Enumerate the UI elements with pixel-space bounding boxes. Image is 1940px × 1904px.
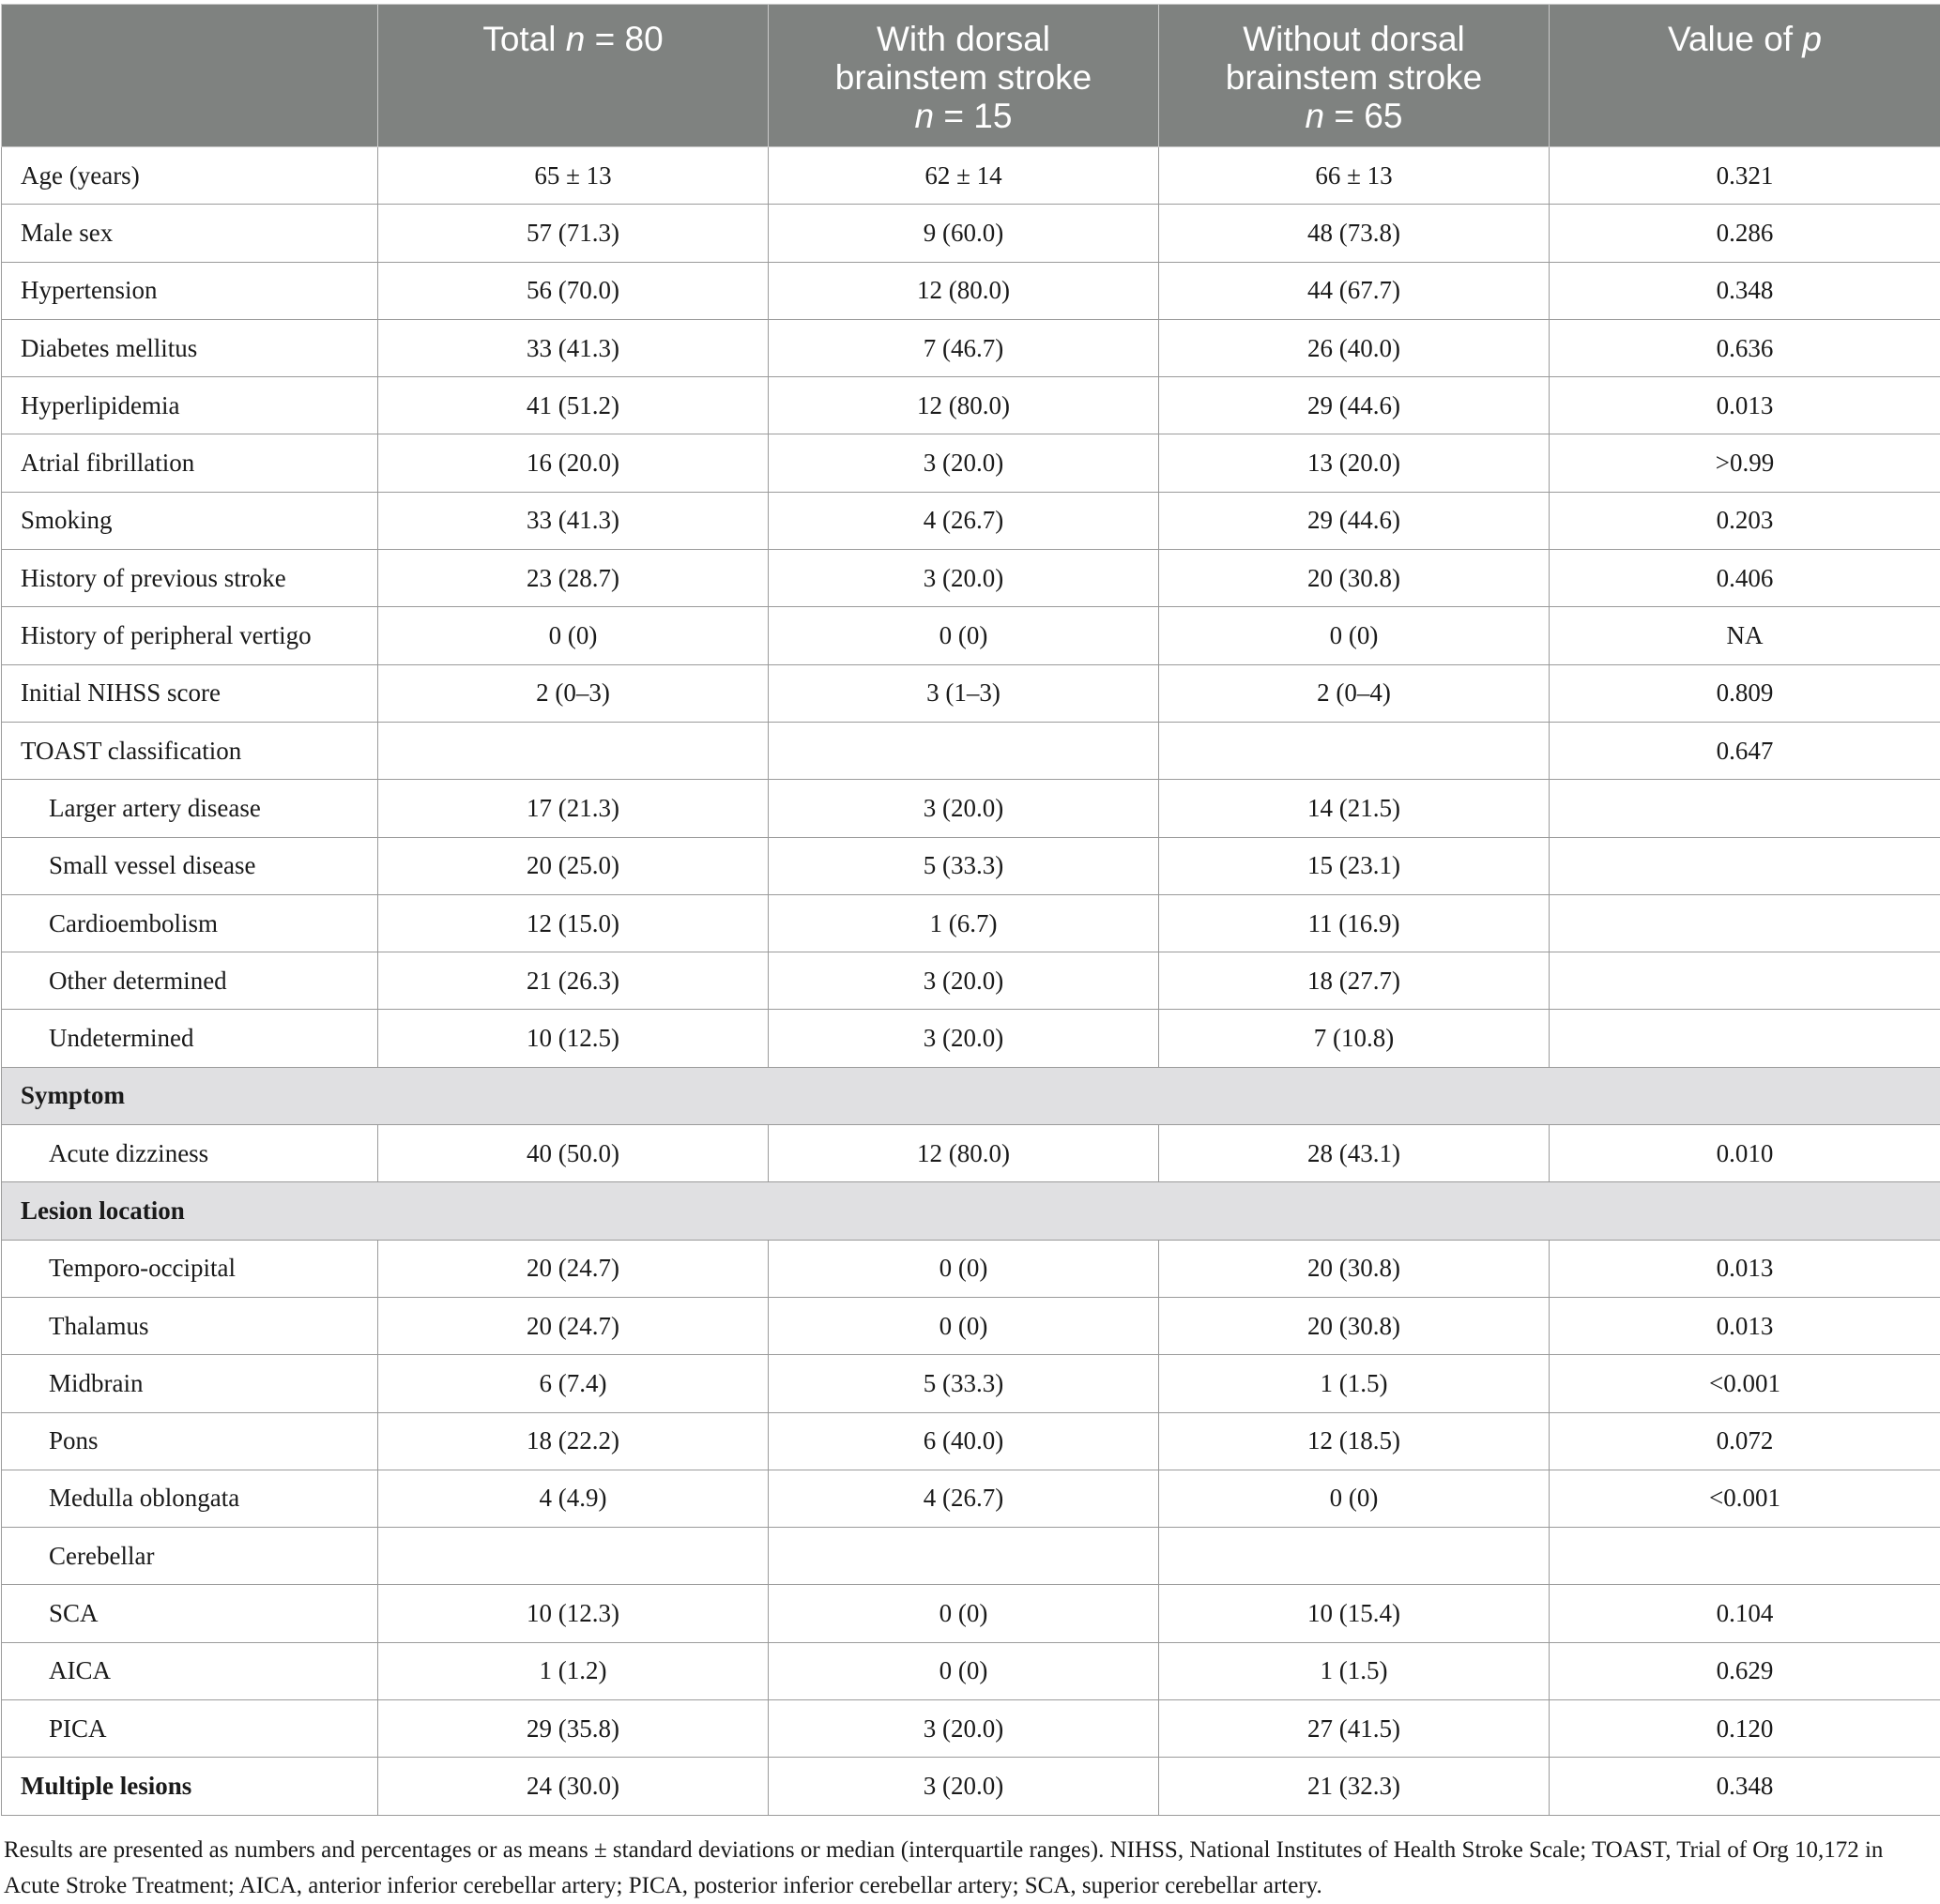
- cell-value: 26 (40.0): [1159, 319, 1550, 376]
- header-text: = 15: [934, 97, 1012, 135]
- row-label: Acute dizziness: [2, 1125, 378, 1182]
- row-label: Cardioembolism: [2, 894, 378, 952]
- cell-value: 3 (20.0): [769, 1010, 1159, 1067]
- header-cell-2: [769, 5, 1159, 147]
- cell-value: 6 (40.0): [769, 1412, 1159, 1470]
- table-row: [2, 1470, 1940, 1527]
- cell-value: 40 (50.0): [378, 1125, 769, 1182]
- cell-value: 1 (1.5): [1159, 1642, 1550, 1699]
- cell-value: 3 (20.0): [769, 434, 1159, 492]
- row-label: Larger artery disease: [2, 780, 378, 837]
- cell-value: 33 (41.3): [378, 492, 769, 549]
- cell-value: 18 (27.7): [1159, 952, 1550, 1010]
- row-label: Cerebellar: [2, 1528, 378, 1585]
- cell-value: 12 (18.5): [1159, 1412, 1550, 1470]
- table-row: [2, 1240, 1940, 1297]
- cell-value: 0.013: [1550, 377, 1940, 434]
- header-cell-1: [378, 5, 769, 147]
- cell-value: [378, 1528, 769, 1585]
- cell-value: 16 (20.0): [378, 434, 769, 492]
- cell-value: 3 (1–3): [769, 664, 1159, 722]
- cell-value: 2 (0–4): [1159, 664, 1550, 722]
- cell-value: 29 (44.6): [1159, 377, 1550, 434]
- cell-value: 0.809: [1550, 664, 1940, 722]
- cell-value: [1550, 837, 1940, 894]
- row-label: Thalamus: [2, 1297, 378, 1354]
- row-label: Other determined: [2, 952, 378, 1010]
- cell-value: 3 (20.0): [769, 952, 1159, 1010]
- cell-value: 20 (30.8): [1159, 550, 1550, 607]
- cell-value: 44 (67.7): [1159, 262, 1550, 319]
- cell-value: >0.99: [1550, 434, 1940, 492]
- header-text: n: [1306, 97, 1325, 135]
- header-cell-4: [1550, 5, 1940, 147]
- table-row: [2, 837, 1940, 894]
- cell-value: 0.286: [1550, 205, 1940, 262]
- cell-value: 29 (35.8): [378, 1700, 769, 1758]
- table-row: [2, 1412, 1940, 1470]
- cell-value: 65 ± 13: [378, 147, 769, 205]
- cell-value: 20 (24.7): [378, 1297, 769, 1354]
- header-text: brainstem stroke: [1226, 58, 1483, 97]
- cell-value: 0.013: [1550, 1297, 1940, 1354]
- cell-value: 0.348: [1550, 262, 1940, 319]
- table-row: [2, 262, 1940, 319]
- cell-value: 56 (70.0): [378, 262, 769, 319]
- cell-value: 0.636: [1550, 319, 1940, 376]
- cell-value: 14 (21.5): [1159, 780, 1550, 837]
- cell-value: 13 (20.0): [1159, 434, 1550, 492]
- table-body: [2, 147, 1940, 1816]
- cell-value: [1159, 722, 1550, 779]
- cell-value: 0.647: [1550, 722, 1940, 779]
- cell-value: 0 (0): [769, 1642, 1159, 1699]
- table-row: [2, 894, 1940, 952]
- cell-value: 0.321: [1550, 147, 1940, 205]
- cell-value: 0.013: [1550, 1240, 1940, 1297]
- row-label: Midbrain: [2, 1355, 378, 1412]
- header-row: [2, 5, 1940, 147]
- table-row: [2, 205, 1940, 262]
- cell-value: <0.001: [1550, 1470, 1940, 1527]
- cell-value: 0 (0): [769, 607, 1159, 664]
- cell-value: 17 (21.3): [378, 780, 769, 837]
- row-label: Hyperlipidemia: [2, 377, 378, 434]
- cell-value: 0 (0): [769, 1297, 1159, 1354]
- cell-value: 11 (16.9): [1159, 894, 1550, 952]
- cell-value: 24 (30.0): [378, 1758, 769, 1815]
- cell-value: 66 ± 13: [1159, 147, 1550, 205]
- header-text: n: [915, 97, 935, 135]
- header-text: Without dorsal: [1243, 20, 1465, 58]
- cell-value: 1 (6.7): [769, 894, 1159, 952]
- cell-value: [769, 1528, 1159, 1585]
- cell-value: 3 (20.0): [769, 780, 1159, 837]
- cell-value: 0 (0): [1159, 1470, 1550, 1527]
- cell-value: 23 (28.7): [378, 550, 769, 607]
- table-row: [2, 377, 1940, 434]
- table-row: [2, 780, 1940, 837]
- table-row: [2, 1528, 1940, 1585]
- cell-value: 20 (24.7): [378, 1240, 769, 1297]
- cell-value: 4 (4.9): [378, 1470, 769, 1527]
- cell-value: 28 (43.1): [1159, 1125, 1550, 1182]
- table-row: [2, 319, 1940, 376]
- table-row: [2, 1355, 1940, 1412]
- cell-value: 2 (0–3): [378, 664, 769, 722]
- row-label: Male sex: [2, 205, 378, 262]
- row-label: TOAST classification: [2, 722, 378, 779]
- row-label: Atrial fibrillation: [2, 434, 378, 492]
- header-text: p: [1802, 20, 1822, 58]
- cell-value: 27 (41.5): [1159, 1700, 1550, 1758]
- table-header: [2, 5, 1940, 147]
- section-row: [2, 1182, 1940, 1240]
- cell-value: 3 (20.0): [769, 1758, 1159, 1815]
- row-label: Pons: [2, 1412, 378, 1470]
- row-label: Small vessel disease: [2, 837, 378, 894]
- cell-value: 15 (23.1): [1159, 837, 1550, 894]
- cell-value: 29 (44.6): [1159, 492, 1550, 549]
- row-label: Medulla oblongata: [2, 1470, 378, 1527]
- cell-value: 62 ± 14: [769, 147, 1159, 205]
- cell-value: 3 (20.0): [769, 550, 1159, 607]
- cell-value: 0 (0): [378, 607, 769, 664]
- cell-value: 4 (26.7): [769, 492, 1159, 549]
- cell-value: 41 (51.2): [378, 377, 769, 434]
- table-row: [2, 434, 1940, 492]
- cell-value: 0 (0): [1159, 607, 1550, 664]
- cell-value: 0.010: [1550, 1125, 1940, 1182]
- characteristics-table: [1, 4, 1940, 1816]
- row-label: SCA: [2, 1585, 378, 1642]
- cell-value: 9 (60.0): [769, 205, 1159, 262]
- table-row: [2, 550, 1940, 607]
- cell-value: 20 (25.0): [378, 837, 769, 894]
- section-label: Symptom: [2, 1067, 1940, 1124]
- row-label: Multiple lesions: [2, 1758, 378, 1815]
- cell-value: 0.406: [1550, 550, 1940, 607]
- cell-value: [1550, 1528, 1940, 1585]
- cell-value: 21 (32.3): [1159, 1758, 1550, 1815]
- row-label: History of peripheral vertigo: [2, 607, 378, 664]
- table-row: [2, 1700, 1940, 1758]
- cell-value: 12 (15.0): [378, 894, 769, 952]
- cell-value: 10 (15.4): [1159, 1585, 1550, 1642]
- cell-value: 6 (7.4): [378, 1355, 769, 1412]
- cell-value: 0.104: [1550, 1585, 1940, 1642]
- cell-value: [378, 722, 769, 779]
- row-label: PICA: [2, 1700, 378, 1758]
- cell-value: [1550, 1010, 1940, 1067]
- cell-value: 0 (0): [769, 1240, 1159, 1297]
- table-row: [2, 664, 1940, 722]
- cell-value: [769, 722, 1159, 779]
- cell-value: 1 (1.2): [378, 1642, 769, 1699]
- cell-value: 33 (41.3): [378, 319, 769, 376]
- cell-value: 12 (80.0): [769, 377, 1159, 434]
- cell-value: 0 (0): [769, 1585, 1159, 1642]
- row-label: Diabetes mellitus: [2, 319, 378, 376]
- section-label: Lesion location: [2, 1182, 1940, 1240]
- header-text: = 80: [585, 20, 663, 58]
- table-row: [2, 722, 1940, 779]
- cell-value: 10 (12.3): [378, 1585, 769, 1642]
- cell-value: [1550, 952, 1940, 1010]
- header-text: With dorsal: [877, 20, 1050, 58]
- table-row: [2, 1758, 1940, 1815]
- header-text: = 65: [1324, 97, 1402, 135]
- section-row: [2, 1067, 1940, 1124]
- cell-value: 0.203: [1550, 492, 1940, 549]
- cell-value: [1550, 780, 1940, 837]
- cell-value: 5 (33.3): [769, 837, 1159, 894]
- table-row: [2, 1642, 1940, 1699]
- header-cell-3: [1159, 5, 1550, 147]
- cell-value: 0.072: [1550, 1412, 1940, 1470]
- header-text: n: [566, 20, 586, 58]
- table-row: [2, 147, 1940, 205]
- cell-value: 57 (71.3): [378, 205, 769, 262]
- row-label: Age (years): [2, 147, 378, 205]
- row-label: History of previous stroke: [2, 550, 378, 607]
- row-label: Undetermined: [2, 1010, 378, 1067]
- row-label: AICA: [2, 1642, 378, 1699]
- header-text: Value of: [1668, 20, 1802, 58]
- cell-value: 0.348: [1550, 1758, 1940, 1815]
- cell-value: NA: [1550, 607, 1940, 664]
- header-text: Total: [482, 20, 565, 58]
- cell-value: 10 (12.5): [378, 1010, 769, 1067]
- cell-value: 48 (73.8): [1159, 205, 1550, 262]
- table-row: [2, 492, 1940, 549]
- cell-value: 20 (30.8): [1159, 1240, 1550, 1297]
- cell-value: 7 (10.8): [1159, 1010, 1550, 1067]
- cell-value: [1550, 894, 1940, 952]
- cell-value: 4 (26.7): [769, 1470, 1159, 1527]
- row-label: Hypertension: [2, 262, 378, 319]
- cell-value: 7 (46.7): [769, 319, 1159, 376]
- table-row: [2, 1585, 1940, 1642]
- table-row: [2, 952, 1940, 1010]
- table-row: [2, 1010, 1940, 1067]
- cell-value: 1 (1.5): [1159, 1355, 1550, 1412]
- cell-value: <0.001: [1550, 1355, 1940, 1412]
- cell-value: 20 (30.8): [1159, 1297, 1550, 1354]
- cell-value: 12 (80.0): [769, 262, 1159, 319]
- cell-value: 5 (33.3): [769, 1355, 1159, 1412]
- row-label: Initial NIHSS score: [2, 664, 378, 722]
- cell-value: [1159, 1528, 1550, 1585]
- row-label: Smoking: [2, 492, 378, 549]
- table-footnote: Results are presented as numbers and percentages or as means ± standard deviations or median (interquartile ranges). NIHSS, National Institutes of Health Stroke Scale; TOAST, Trial of Org 10,172 in Acute Stroke Treatment; AICA, anterior inferior cerebellar artery; PICA, posterior inferior cerebellar artery; SCA, superior cerebellar artery.: [4, 1833, 1928, 1904]
- header-text: brainstem stroke: [835, 58, 1092, 97]
- cell-value: 21 (26.3): [378, 952, 769, 1010]
- cell-value: 0.120: [1550, 1700, 1940, 1758]
- cell-value: 0.629: [1550, 1642, 1940, 1699]
- table-row: [2, 1297, 1940, 1354]
- row-label: Temporo-occipital: [2, 1240, 378, 1297]
- header-cell-label: [2, 5, 378, 147]
- cell-value: 18 (22.2): [378, 1412, 769, 1470]
- table-row: [2, 607, 1940, 664]
- cell-value: 12 (80.0): [769, 1125, 1159, 1182]
- table-row: [2, 1125, 1940, 1182]
- cell-value: 3 (20.0): [769, 1700, 1159, 1758]
